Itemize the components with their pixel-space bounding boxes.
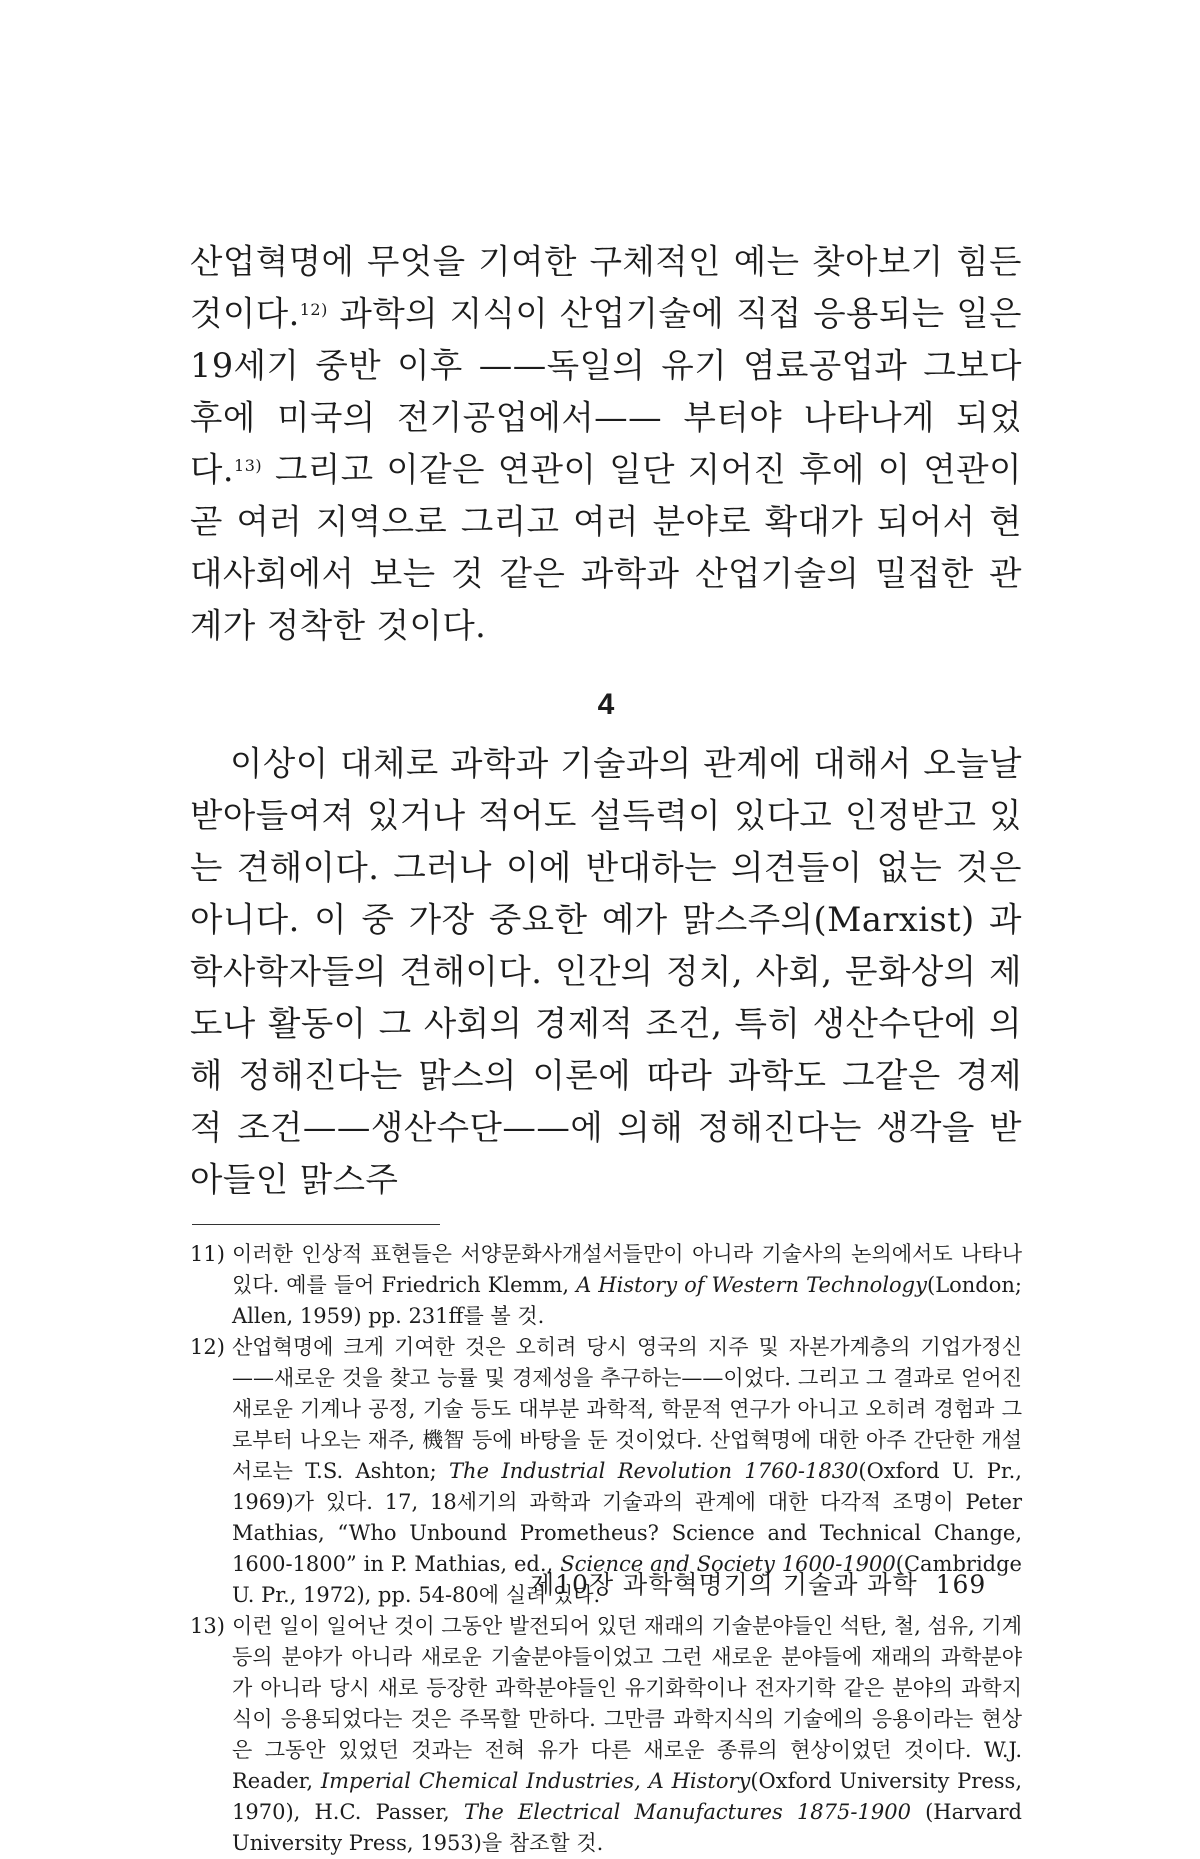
footnote-12-text-a: 산업혁명에 크게 기여한 것은 오히려 당시 영국의 지주 및 자본가계층의 기업가정신——새로운 것을 찾고 능률 및 경제성을 추구하는——이었다. 그리고 그 결과로 얻어진 새로운 기계나 공정, 기술 등도 대부분 과학적, 학문적 연구가 아니고 오히려 경험과 그로부터 나오는 재주, 機智 등에 바탕을 둔 것이었다. 산업혁명에 대한 아주 간단한 개설서로는 T.S. Ashton;: [232, 1335, 1022, 1483]
paragraph-1: [190, 236, 1022, 652]
footnote-ref-13: 13): [234, 456, 263, 475]
footnote-number: 13): [190, 1614, 225, 1638]
footnotes: [190, 1239, 1022, 1859]
page-body: [190, 236, 1022, 1859]
footnote-11-title: A History of Western Technology: [576, 1273, 927, 1297]
footnote-13-title-2: The Electrical Manufactures 1875-1900: [463, 1800, 911, 1824]
footnote-11-text-b: (London; Allen, 1959) pp. 231ff를 볼 것.: [232, 1273, 1022, 1328]
footnote-12-text-b: (Oxford U. Pr., 1969)가 있다. 17, 18세기의 과학과 기술과의 관계에 대한 다각적 조명이 Peter Mathias, “Who Unbound Prometheus? Science and Technical Change, 1600-1800” in P. Mathias, ed.,: [232, 1459, 1022, 1576]
footnote-12-text-c: (Cambridge U. Pr., 1972), pp. 54-80에 실려 있다.: [232, 1552, 1022, 1607]
page-number: 169: [935, 1570, 987, 1599]
paragraph-2: [190, 738, 1022, 1206]
paragraph-1-text: 산업혁명에 무엇을 기여한 구체적인 예는 찾아보기 힘든 것이다.: [190, 242, 1022, 333]
footnote-12-title-2: Science and Society 1600-1900: [560, 1552, 896, 1576]
footnote-text: [232, 1611, 1022, 1859]
footnote-11: [190, 1239, 1022, 1332]
running-title: 제10장 과학혁명기의 기술과 과학: [530, 1570, 918, 1599]
paragraph-1-text-3: 그리고 이같은 연관이 일단 지어진 후에 이 연관이 곧 여러 지역으로 그리고 여러 분야로 확대가 되어서 현대사회에서 보는 것 같은 과학과 산업기술의 밀접한 관계가 정착한 것이다.: [190, 450, 1023, 645]
footnote-number: 11): [190, 1242, 225, 1266]
paragraph-2-text: 이상이 대체로 과학과 기술과의 관계에 대해서 오늘날 받아들여져 있거나 적어도 설득력이 있다고 인정받고 있는 견해이다. 그러나 이에 반대하는 의견들이 없는 것은 아니다. 이 중 가장 중요한 예가 맑스주의(Marxist) 과학사학자들의 견해이다. 인간의 정치, 사회, 문화상의 제도나 활동이 그 사회의 경제적 조건, 특히 생산수단에 의해 정해진다는 맑스의 이론에 따라 과학도 그같은 경제적 조건——생산수단——에 의해 정해진다는 생각을 받아들인 맑스주: [190, 744, 1022, 1199]
footnote-13: [190, 1611, 1022, 1859]
footnote-number: 12): [190, 1335, 225, 1359]
footnote-11-text-a: 이러한 인상적 표현들은 서양문화사개설서들만이 아니라 기술사의 논의에서도 나타나 있다. 예를 들어 Friedrich Klemm,: [232, 1242, 1022, 1297]
footnote-ref-12: 12): [299, 300, 328, 319]
footnote-divider: [192, 1224, 440, 1225]
footnote-text: [232, 1239, 1022, 1332]
footnote-13-text-a: 이런 일이 일어난 것이 그동안 발전되어 있던 재래의 기술분야들인 석탄, 철, 섬유, 기계 등의 분야가 아니라 새로운 기술분야들이었고 그런 새로운 분야들에 재래의 과학분야가 아니라 당시 새로 등장한 과학분야들인 유기화학이나 전자기학 같은 분야의 과학지식이 응용되었다는 것은 주목할 만하다. 그만큼 과학지식의 기술에의 응용이라는 현상은 그동안 있었던 것과는 전혀 유가 다른 새로운 종류의 현상이었던 것이다. W.J. Reader,: [232, 1614, 1022, 1793]
footnote-13-text-c: (Harvard University Press, 1953)을 참조할 것.: [232, 1800, 1023, 1855]
section-number: 4: [597, 688, 615, 721]
paragraph-1-text-2: 과학의 지식이 산업기술에 직접 응용되는 일은 19세기 중반 이후 ——독일의 유기 염료공업과 그보다 후에 미국의 전기공업에서—— 부터야 나타나게 되었다.: [190, 294, 1022, 489]
footnote-13-title-1: Imperial Chemical Industries, A History: [320, 1769, 751, 1793]
footnote-13-text-b: (Oxford University Press, 1970), H.C. Passer,: [232, 1769, 1022, 1824]
page-footer: [530, 1565, 986, 1601]
footnote-12-title-1: The Industrial Revolution 1760-1830: [449, 1459, 859, 1483]
